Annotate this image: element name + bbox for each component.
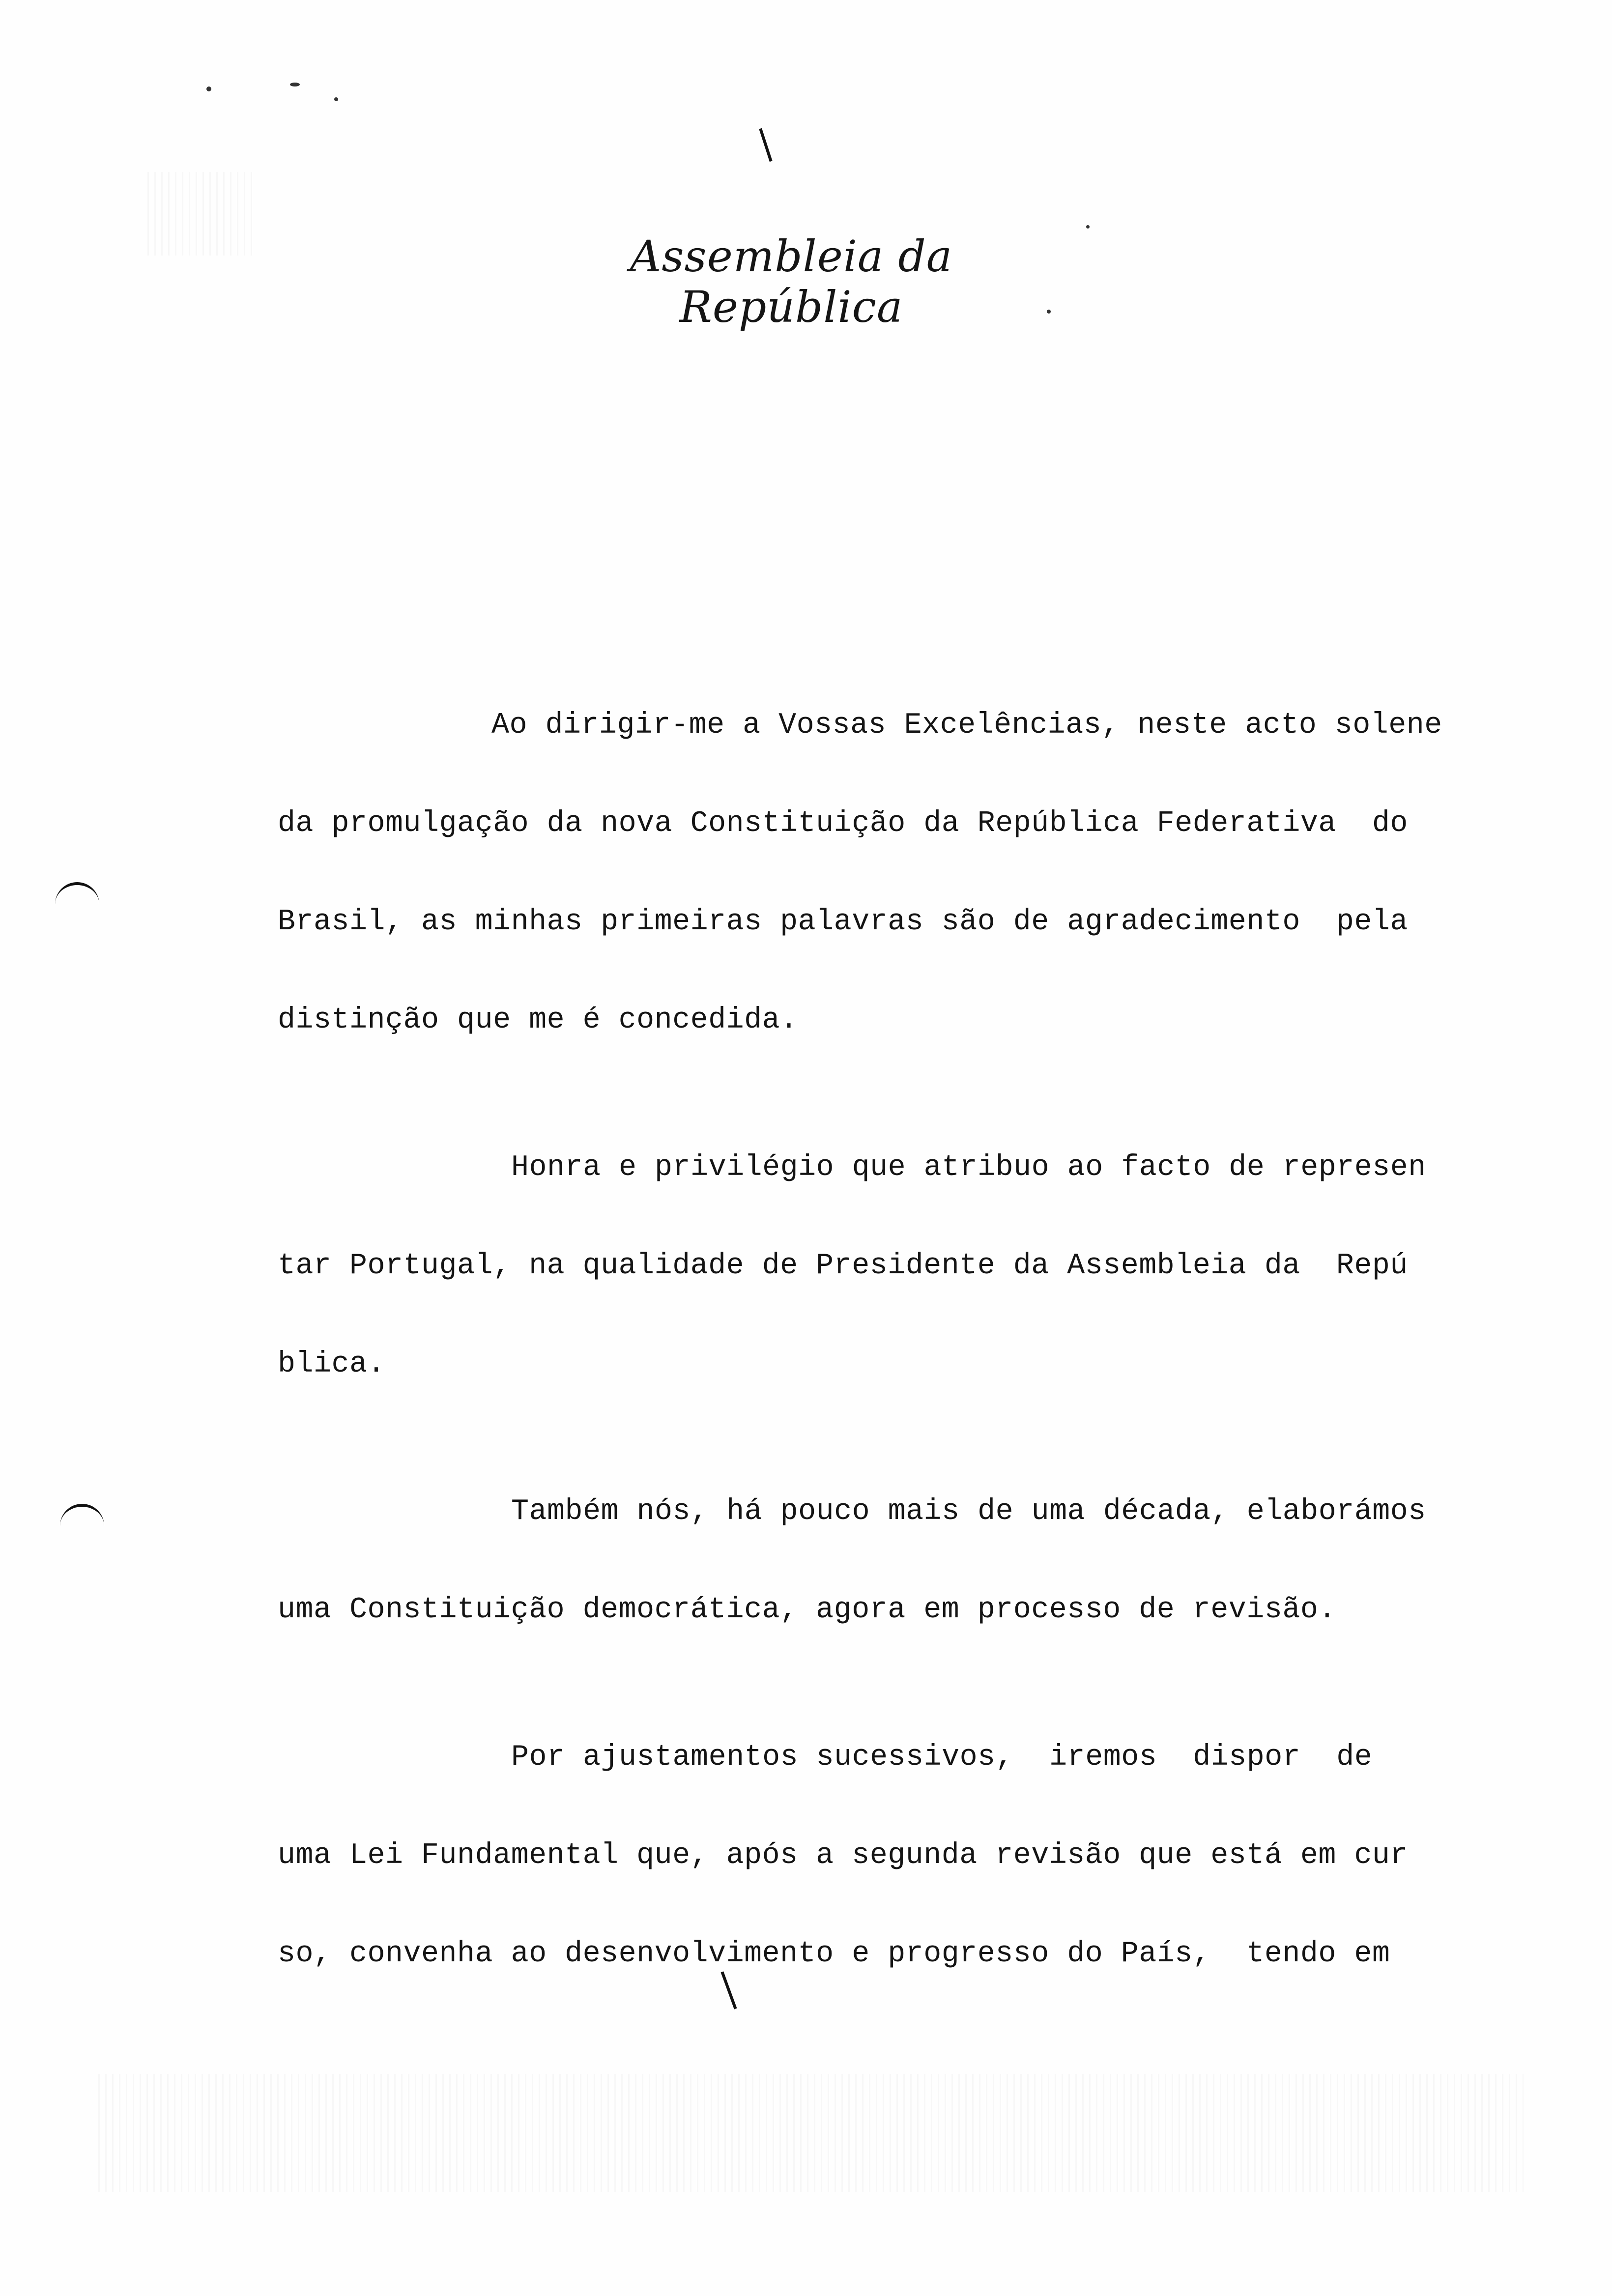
text-line: distinção que me é concedida. <box>278 1004 798 1037</box>
letterhead-title: Assembleia da República <box>630 231 953 332</box>
scan-stroke <box>721 1971 737 2009</box>
scan-stroke <box>759 128 772 162</box>
scan-speck <box>1047 310 1051 314</box>
text-line: blica. <box>278 1348 386 1381</box>
scan-speck <box>334 97 338 101</box>
text-line: uma Constituição democrática, agora em processo de revisão. <box>278 1593 1336 1627</box>
text-line: tar Portugal, na qualidade de Presidente da Assembleia da Repú <box>278 1249 1408 1283</box>
scan-noise <box>98 2074 1524 2192</box>
text-line: Honra e privilégio que atribuo ao facto de represen <box>511 1151 1426 1184</box>
scan-noise <box>147 172 256 256</box>
text-line: Também nós, há pouco mais de uma década, elaborámos <box>511 1495 1426 1528</box>
margin-mark <box>60 1504 104 1526</box>
scan-speck <box>206 86 211 91</box>
margin-mark <box>55 882 99 905</box>
text-line: Por ajustamentos sucessivos, iremos dispor de <box>511 1741 1373 1774</box>
scan-speck <box>1086 225 1090 229</box>
text-line: Brasil, as minhas primeiras palavras são de agradecimento pela <box>278 905 1408 939</box>
text-line: uma Lei Fundamental que, após a segunda revisão que está em cur <box>278 1839 1408 1872</box>
scan-speck <box>290 83 300 86</box>
text-line: Ao dirigir-me a Vossas Excelências, neste acto solene <box>491 709 1442 742</box>
text-line: da promulgação da nova Constituição da República Federativa do <box>278 807 1408 840</box>
text-line: so, convenha ao desenvolvimento e progresso do País, tendo em <box>278 1937 1390 1971</box>
